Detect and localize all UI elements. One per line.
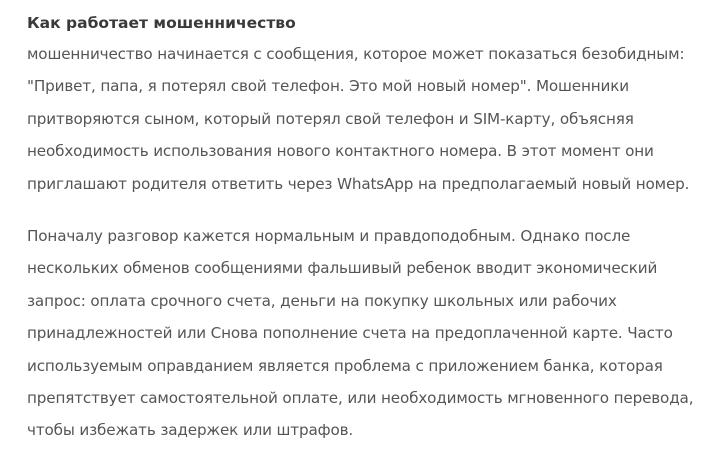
paragraph-line: используемым оправданием является проблема с приложением банка, которая (27, 356, 663, 375)
paragraph-line: притворяются сыном, который потерял свой телефон и SIM-карту, объясняя (27, 109, 634, 128)
paragraph-scam-start (27, 38, 689, 200)
paragraph-line: принадлежностей или Снова пополнение счета на предоплаченной карте. Часто (27, 324, 673, 343)
paragraph-line: запрос: оплата срочного счета, деньги на покупку школьных или рабочих (27, 291, 617, 310)
paragraph-line: мошенничество начинается с сообщения, которое может показаться безобидным: (27, 45, 685, 63)
paragraph-line: чтобы избежать задержек или штрафов. (27, 421, 354, 440)
paragraph-money-request (27, 220, 693, 447)
paragraph-line: необходимость использования нового контактного номера. В этот момент они (27, 142, 654, 161)
paragraph-line: нескольких обменов сообщениями фальшивый ребенок вводит экономический (27, 259, 658, 278)
paragraph-line: препятствует самостоятельной оплате, или необходимость мгновенного перевода, (27, 388, 694, 407)
paragraph-line: "Привет, папа, я потерял свой телефон. Это мой новый номер". Мошенники (27, 77, 630, 96)
paragraph-line: приглашают родителя ответить через WhatsApp на предполагаемый новый номер. (27, 174, 690, 193)
paragraph-line: Поначалу разговор кажется нормальным и правдоподобным. Однако после (27, 227, 631, 245)
article-heading: Как работает мошенничество (27, 14, 296, 32)
